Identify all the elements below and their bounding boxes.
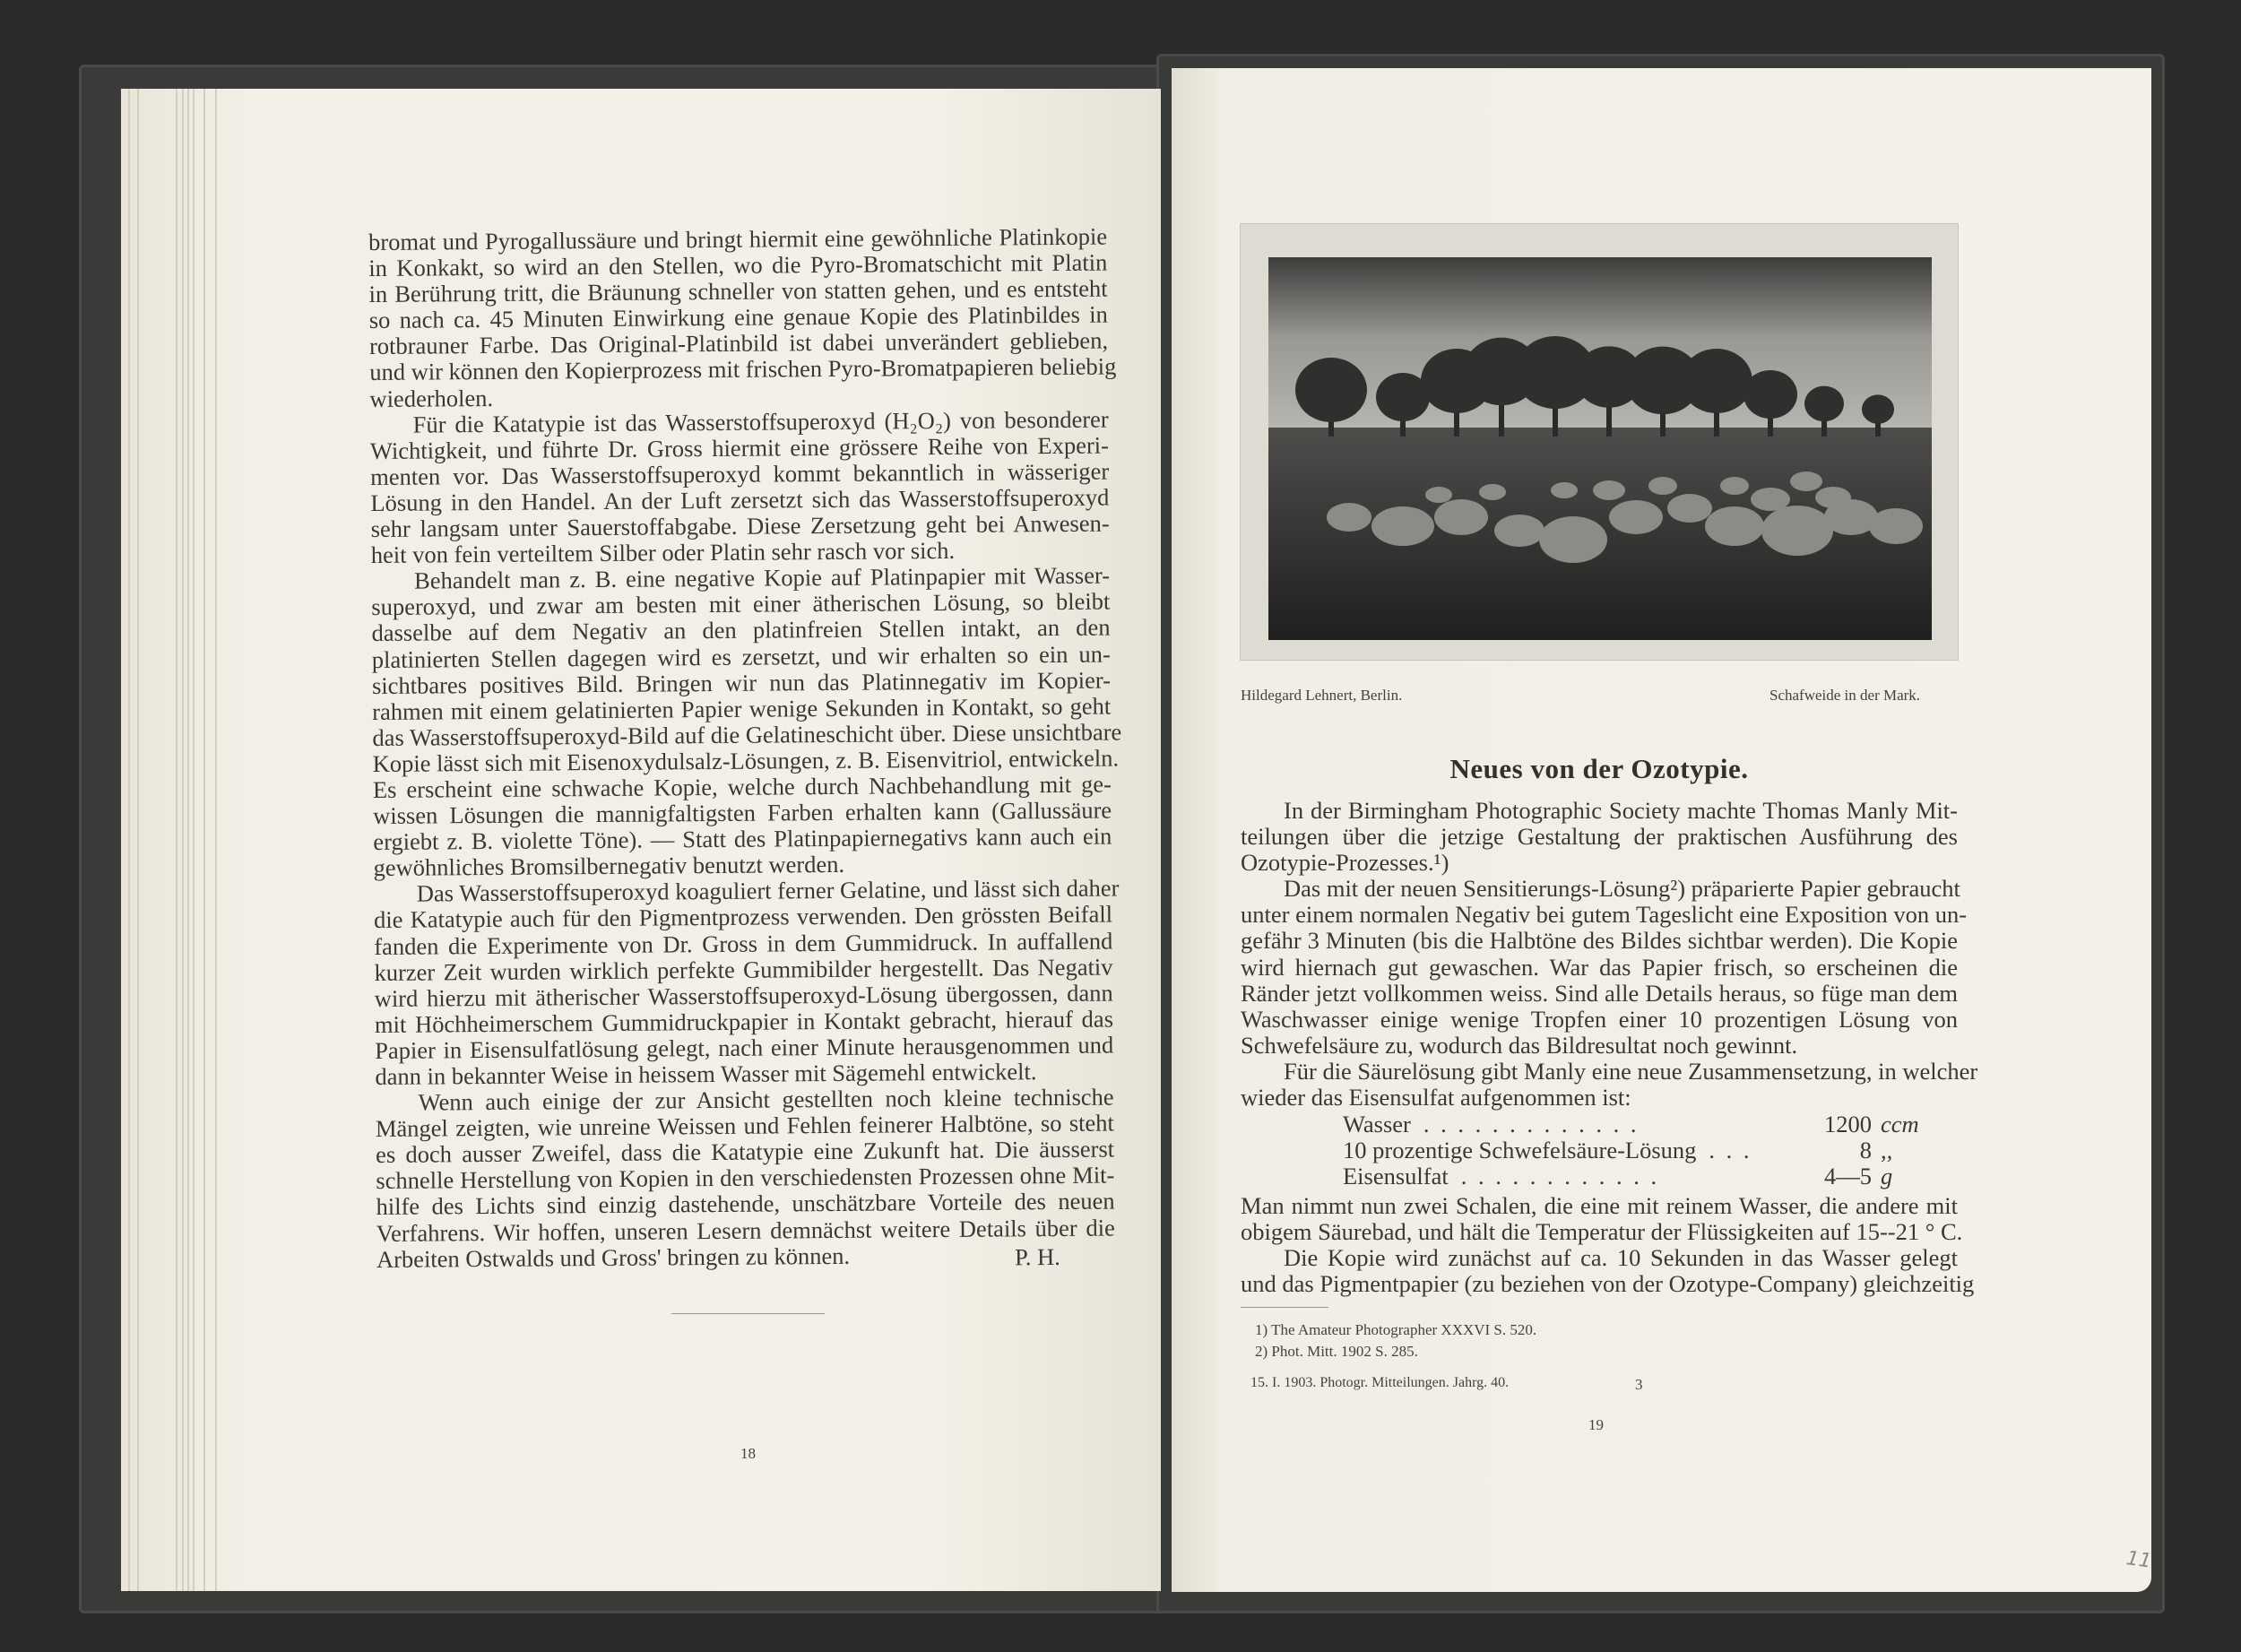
sheep [1539,516,1607,563]
tree-crown [1862,394,1894,423]
sheep [1790,471,1822,491]
text-line: Waschwasser einige wenige Tropfen einer 10 prozentigen Lösung von [1241,1005,1958,1033]
text-line: in Konkakt, so wird an den Stellen, wo die Pyro-Bromatschicht mit Platin [368,248,1108,282]
right-page-body [1241,797,1978,1111]
author-signature: P. H. [1014,1242,1060,1271]
text-line: rahmen mit einem gelatinierten Papier wenige Sekunden in Kontakt, so geht [372,692,1112,725]
text-line: Verfahrens. Wir hoffen, unseren Lesern demnächst weitere Details über die [376,1214,1115,1247]
recipe-amount-cell [1800,1137,1934,1163]
text-line: und das Pigmentpapier (zu beziehen von der Ozotype-Company) gleichzeitig [1241,1270,1975,1298]
text-line: Mängel zeigten, wie unreine Weissen und Fehlen feinerer Halbtöne, so steht [375,1109,1114,1143]
sheep-pasture-photo [1268,257,1932,640]
article-title: Neues von der Ozotypie. [1449,753,1749,784]
sheep [1869,508,1923,544]
sheep [1479,484,1506,500]
recipe-item: Eisensulfat [1343,1163,1449,1189]
text-line: in Berührung tritt, die Bräunung schneller von statten gehen, und es entsteht [368,274,1108,308]
text-line: obigem Säurebad, und hält die Temperatur der Flüssigkeiten auf 15--21 ° C. [1241,1218,1963,1246]
text-line: Ozotypie-Prozesses.¹) [1241,849,1449,877]
sheep [1327,503,1371,532]
sheep [1609,500,1663,534]
sheep [1648,477,1677,495]
sheep [1815,487,1851,508]
recipe-amount-cell [1800,1111,1934,1137]
text-line: Behandelt man z. B. eine negative Kopie auf Platinpapier mit Wasser- [413,561,1111,594]
sheep [1371,506,1434,546]
text-line: sichtbares positives Bild. Bringen wir nun das Platinnegativ im Kopier- [371,666,1112,699]
recipe-row [1343,1163,1934,1189]
text-line: unter einem normalen Negativ bei gutem Tageslicht eine Exposition von un- [1241,901,1968,929]
footnote-2: 2) Phot. Mitt. 1902 S. 285. [1255,1343,1418,1360]
footnote-rule [1241,1307,1328,1308]
photo-plate [1241,224,1958,660]
text-line: Kopie lässt sich mit Eisenoxydulsalz-Lösungen, z. B. Eisenvitriol, entwickeln. [372,744,1120,777]
page-number-left: 18 [740,1445,756,1462]
sheep [1434,499,1488,535]
text-line: dann in bekannter Weise in heissem Wasser mit Sägemehl entwickelt. [375,1058,1037,1090]
sheep [1761,506,1833,556]
text-line: die Katatypie auch für den Pigmentprozess verwenden. Den grössten Beifall [373,900,1113,934]
text-line: dasselbe auf dem Negativ an den platinfreien Stellen intakt, an den [371,613,1111,647]
text-line: Das Wasserstoffsuperoxyd koaguliert ferner Gelatine, und lässt sich daher [416,874,1120,907]
photo-credit: Hildegard Lehnert, Berlin. [1241,687,1403,704]
recipe-unit: g [1881,1163,1893,1189]
text-line: Ränder jetzt vollkommen weiss. Sind alle Details heraus, so füge man dem [1241,979,1958,1007]
left-page-body [368,222,1122,1273]
sheep [1593,480,1625,500]
text-line: schnelle Herstellung von Kopien in den verschiedensten Prozessen ohne Mit- [376,1161,1115,1195]
text-line: ergiebt z. B. violette Töne). — Statt des Platinpapiernegativs kann auch ein [373,822,1112,856]
text-line: heit von fein verteiltem Silber oder Platin sehr rasch vor sich. [370,536,956,569]
recipe-row [1343,1111,1934,1137]
tree-crown [1743,370,1797,419]
sheep [1494,515,1544,547]
recipe-item: 10 prozentige Schwefelsäure-Lösung [1343,1137,1697,1163]
sheep [1425,487,1452,503]
tree-crown [1295,358,1367,422]
text-line: wissen Lösungen die mannigfaltigsten Farben erhalten kann (Gallussäure [373,796,1112,830]
text-line: Papier in Eisensulfatlösung gelegt, nach einer Minute herausgenommen und [375,1031,1114,1064]
text-line: Es erscheint eine schwache Kopie, welche durch Nachbehandlung mit ge- [372,770,1112,803]
text-line: Arbeiten Ostwalds und Gross' bringen zu können. [376,1241,851,1273]
tree-crown [1804,386,1844,422]
text-line: fanden die Experimente von Dr. Gross in dem Gummidruck. In auffallend [374,927,1113,960]
photo-caption: Schafweide in der Mark. [1769,687,1921,704]
recipe-amount: 8 [1859,1137,1872,1163]
signature-line: 15. I. 1903. Photogr. Mitteilungen. Jahrg. 40. [1250,1375,1510,1390]
text-line: und wir können den Kopierprozess mit frischen Pyro-Bromatpapieren beliebig [369,352,1117,386]
text-line: das Wasserstoffsuperoxyd-Bild auf die Gelatineschicht über. Diese unsichtbare [372,718,1122,751]
sheep [1720,477,1749,495]
sheep [1551,482,1578,498]
right-page-body-continued [1241,1192,1975,1298]
text-line: Für die Säurelösung gibt Manly eine neue Zusammensetzung, in welcher [1284,1057,1978,1085]
recipe-unit: ccm [1881,1111,1919,1137]
text-line: mit Höchheimerschem Gummidruckpapier in Kontakt gebracht, hierauf das [374,1005,1114,1038]
text-line: In der Birmingham Photographic Society machte Thomas Manly Mit- [1284,797,1958,824]
footnote-1: 1) The Amateur Photographer XXXVI S. 520. [1255,1321,1537,1338]
recipe-amount: 1200 [1824,1111,1872,1137]
sheep [1751,488,1790,511]
text-line: Lösung in den Handel. An der Luft zersetzt sich das Wasserstoffsuperoxyd [370,483,1110,516]
text-line: rotbrauner Farbe. Das Original-Platinbild ist dabei unverändert geblieben, [368,326,1109,360]
text-line: wieder das Eisensulfat aufgenommen ist: [1241,1084,1631,1111]
text-line: Wenn auch einige der zur Ansicht gestellten noch kleine technische [418,1083,1114,1116]
text-line: Für die Katatypie ist das Wasserstoffsuperoxyd (H₂O₂) von besonderer [412,405,1109,438]
text-line: kurzer Zeit wurden wirklich perfekte Gummibilder hergestellt. Das Negativ [374,953,1113,986]
text-line: gewöhnliches Bromsilbernegativ benutzt werden. [373,851,845,882]
text-line: sehr langsam unter Sauerstoffabgabe. Diese Zersetzung geht bei Anwesen- [370,509,1110,543]
text-line: hilfe des Lichts sind einzig dastehende, unschätzbare Vorteile des neuen [376,1187,1115,1221]
recipe-amount: 4—5 [1824,1163,1872,1189]
text-line: gefähr 3 Minuten (bis die Halbtöne des Bildes sichtbar werden). Die Kopie [1241,927,1958,955]
sheep [1667,494,1712,523]
text-line: platinierten Stellen dagegen wird es zersetzt, und wir erhalten so ein un- [371,640,1111,673]
text-line: wiederholen. [369,384,494,412]
text-line: Das mit der neuen Sensitierungs-Lösung²) präparierte Papier gebraucht [1284,875,1960,903]
text-line: superoxyd, und zwar am besten mit einer ätherischen Lösung, so bleibt [371,587,1111,621]
text-line: es doch ausser Zweifel, dass die Katatypie eine Zukunft hat. Die äusserst [375,1135,1115,1169]
recipe-item: Wasser [1343,1111,1411,1137]
recipe-amount-cell [1800,1163,1934,1189]
text-line: wird hierzu mit ätherischer Wasserstoffsuperoxyd-Lösung übergossen, dann [374,979,1113,1012]
text-line: Wichtigkeit, und führte Dr. Gross hiermit eine grössere Reihe von Experi- [369,431,1110,464]
leader-dots: . . . . . . . . . . . . . [1423,1111,1640,1137]
leader-dots: . . . [1709,1137,1752,1163]
recipe-row [1343,1137,1934,1163]
text-line: menten vor. Das Wasserstoffsuperoxyd kommt bekanntlich in wässeriger [370,457,1110,490]
page-number-right: 19 [1588,1416,1604,1433]
text-line: teilungen über die jetzige Gestaltung der praktischen Ausführung des [1241,823,1958,851]
leader-dots: . . . . . . . . . . . . [1460,1163,1660,1189]
text-line: bromat und Pyrogallussäure und bringt hiermit eine gewöhnliche Platinkopie [368,222,1108,255]
text-line: wird hiernach gut gewaschen. War das Papier frisch, so erscheinen die [1241,953,1958,981]
text-line: so nach ca. 45 Minuten Einwirkung eine genaue Kopie des Platinbildes in [368,300,1108,334]
sheep [1705,506,1764,546]
pencil-mark: 11 [2124,1547,2153,1573]
text-line: Man nimmt nun zwei Schalen, die eine mit reinem Wasser, die andere mit [1241,1192,1958,1219]
recipe-unit: ,, [1881,1137,1893,1163]
tree-crown [1681,349,1752,413]
text-line: Schwefelsäure zu, wodurch das Bildresultat noch gewinnt. [1241,1031,1798,1059]
signature-number: 3 [1635,1376,1643,1393]
end-rule [671,1313,825,1314]
text-line: Die Kopie wird zunächst auf ca. 10 Sekunden in das Wasser gelegt [1284,1244,1958,1272]
